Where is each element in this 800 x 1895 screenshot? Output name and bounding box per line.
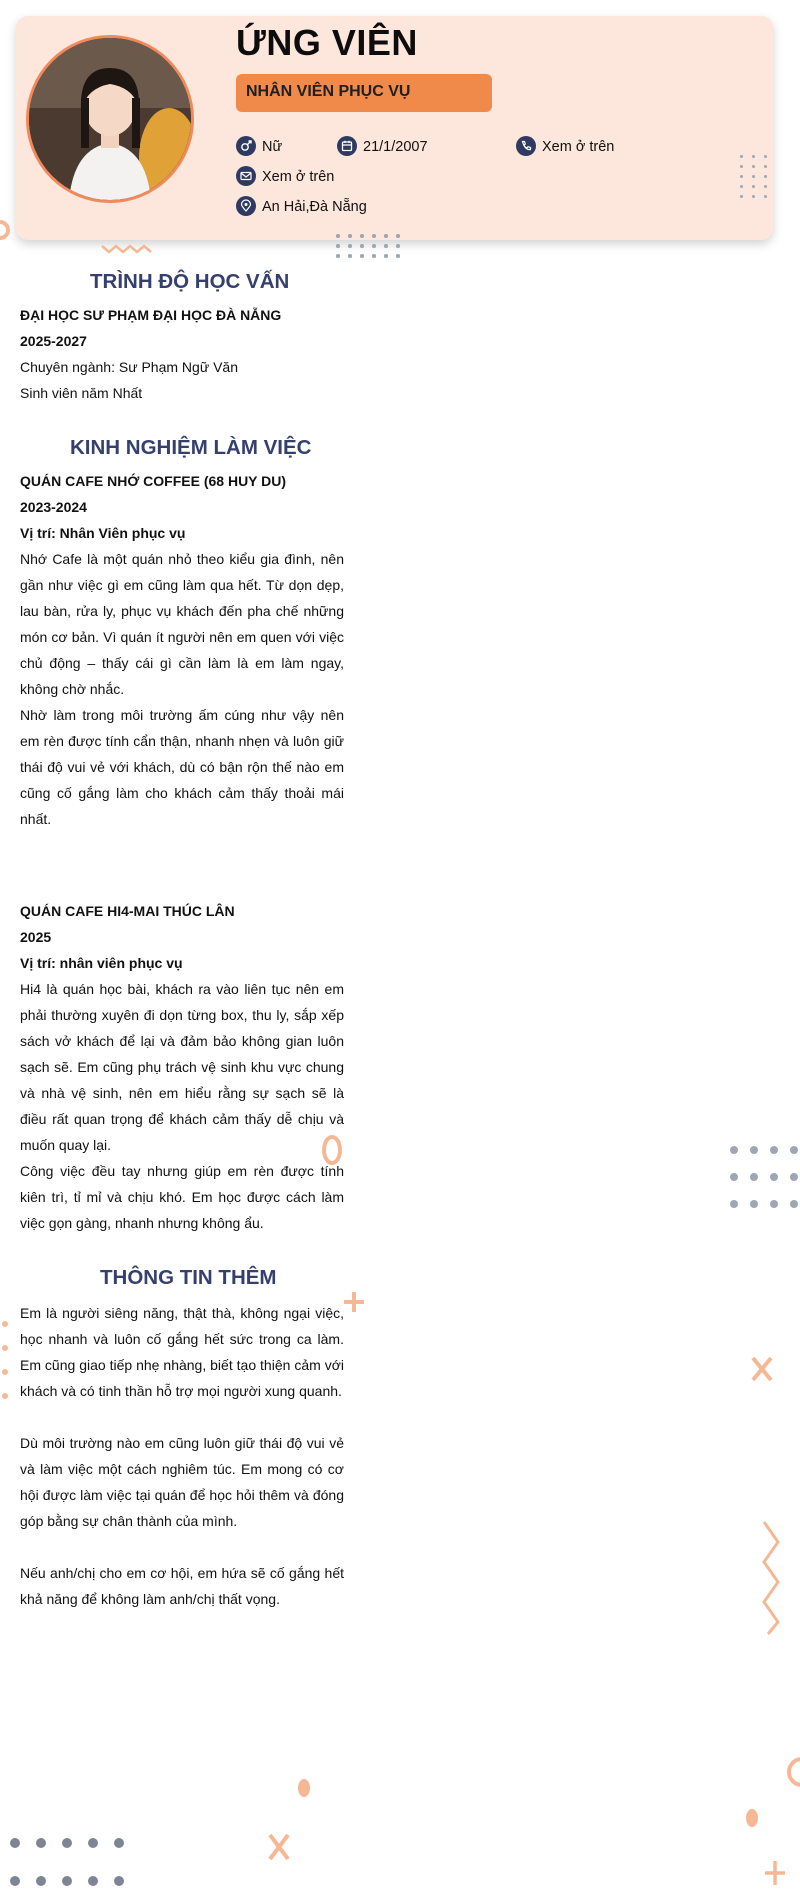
decorative-dot [348,234,352,238]
decorative-dot [396,254,400,258]
decorative-dot [764,155,767,158]
decorative-dot [752,175,755,178]
more-info-section [20,1300,344,1612]
decorative-dot [372,254,376,258]
decorative-dots-header-bottom [336,234,398,264]
decorative-ring [782,1752,800,1792]
decorative-dot [114,1838,124,1848]
decorative-dot [10,1838,20,1848]
decorative-dot [36,1838,46,1848]
decorative-dot [348,244,352,248]
gender-value: Nữ [262,139,283,155]
decorative-dot [750,1200,758,1208]
education-title: TRÌNH ĐỘ HỌC VẤN [90,270,290,293]
decorative-dot [740,195,743,198]
decorative-dot [740,175,743,178]
decorative-plus [762,1858,788,1888]
decorative-dot [114,1876,124,1886]
portrait-image [29,38,191,200]
job-entry [20,898,344,1236]
decorative-dot [348,254,352,258]
job-position: Vị trí: nhân viên phục vụ [20,955,183,971]
decorative-dot [384,254,388,258]
job-title-badge [236,74,492,112]
job-years: 2025 [20,929,52,945]
decorative-dot [740,165,743,168]
decorative-dot [360,234,364,238]
phone-row [516,136,614,158]
decorative-dot [336,234,340,238]
education-years: 2025-2027 [20,333,87,349]
gender-row [236,136,282,158]
education-major: Chuyên ngành: Sư Phạm Ngữ Văn [20,359,238,375]
decorative-x [266,1832,292,1862]
more-info-paragraph: Nếu anh/chị cho em cơ hội, em hứa sẽ cố gắng hết khả năng để không làm anh/chị thất vọng. [20,1565,344,1607]
job-description: Công việc đều tay nhưng giúp em rèn được tính kiên trì, tỉ mỉ và chịu khó. Em học được cách làm việc gọn gàng, nhanh nhưng không ẩu. [20,1163,344,1231]
more-info-paragraph: Em là người siêng năng, thật thà, không ngại việc, học nhanh và luôn cố gắng hết sức trong ca làm. Em cũng giao tiếp nhẹ nhàng, biết tạo thiện cảm với khách và có tinh thần hỗ trợ mọi người xung quanh. [20,1305,344,1399]
decorative-dot [764,185,767,188]
decorative-dot [764,195,767,198]
decorative-dot [790,1146,798,1154]
decorative-dot [384,234,388,238]
email-value: Xem ở trên [262,169,335,185]
calendar-icon [337,136,357,156]
phone-value: Xem ở trên [542,139,615,155]
decorative-dot [752,155,755,158]
address-value: An Hải,Đà Nẵng [262,199,367,215]
decorative-dot [36,1876,46,1886]
decorative-dot [360,254,364,258]
candidate-name: ỨNG VIÊN [236,22,418,63]
more-info-paragraph: Dù môi trường nào em cũng luôn giữ thái độ vui vẻ và làm việc một cách nghiêm túc. Em mong có cơ hội được làm việc tại quán để học hỏi thêm và đóng góp bằng sự chân thành của mình. [20,1435,344,1529]
decorative-dot [396,244,400,248]
decorative-dot [360,244,364,248]
more-info-title: THÔNG TIN THÊM [100,1266,277,1289]
location-pin-icon [236,196,256,216]
job-company: QUÁN CAFE HI4-MAI THÚC LÂN [20,903,235,919]
decorative-dot [740,185,743,188]
decorative-dot [764,175,767,178]
decorative-dot [750,1173,758,1181]
decorative-dots-right [730,1146,798,1206]
decorative-ring [0,218,20,248]
decorative-dot [62,1876,72,1886]
job-title: NHÂN VIÊN PHỤC VỤ [246,83,411,100]
decorative-dots-bottom-left [10,1838,136,1890]
decorative-dot [770,1173,778,1181]
decorative-dot [336,244,340,248]
job-entry [20,468,344,832]
avatar [26,35,194,203]
decorative-dot [88,1876,98,1886]
decorative-dot [770,1146,778,1154]
job-description: Nhờ làm trong môi trường ấm cúng như vậy nên em rèn được tính cẩn thận, nhanh nhẹn và luôn giữ thái độ vui vẻ với khách, dù có bận rộn thế nào em cũng cố gắng làm cho khách cảm thấy thoải mái nhất. [20,707,344,827]
decorative-dot [740,155,743,158]
decorative-dot [750,1146,758,1154]
decorative-dot [790,1173,798,1181]
decorative-oval [744,1806,760,1830]
experience-title: KINH NGHIỆM LÀM VIỆC [70,436,312,459]
decorative-zigzag [100,242,156,256]
email-row [236,166,334,188]
decorative-dot [752,195,755,198]
decorative-dot [384,244,388,248]
decorative-dot [372,244,376,248]
decorative-dot [396,234,400,238]
mail-icon [236,166,256,186]
education-section [20,302,344,406]
job-description: Nhớ Cafe là một quán nhỏ theo kiểu gia đình, nên gần như việc gì em cũng làm qua hết. Từ dọn dẹp, lau bàn, rửa ly, phục vụ khách đến pha chế những món cơ bản. Vì quán ít người nên em quen với việc chủ động – thấy cái gì cần làm là em làm ngay, không chờ nhắc. [20,551,344,697]
decorative-dot [10,1876,20,1886]
phone-icon [516,136,536,156]
decorative-zigzag-vertical [758,1520,784,1636]
address-row [236,196,367,218]
decorative-dot [790,1200,798,1208]
decorative-dot-column [0,1318,12,1408]
decorative-dot [770,1200,778,1208]
job-years: 2023-2024 [20,499,87,515]
job-description: Hi4 là quán học bài, khách ra vào liên tục nên em phải thường xuyên đi dọn từng box, thu ly, sắp xếp sách vở khách để lại và đảm bảo không gian luôn sạch sẽ. Em cũng phụ trách vệ sinh khu vực chung và nhà vệ sinh, nên em hiểu rằng sự sạch sẽ là điều rất quan trọng để khách cảm thấy dễ chịu và muốn quay lại. [20,981,344,1153]
decorative-dot [336,254,340,258]
job-position: Vị trí: Nhân Viên phục vụ [20,525,186,541]
gender-icon [236,136,256,156]
decorative-plus [342,1290,366,1314]
decorative-x [748,1354,776,1384]
decorative-dot [764,165,767,168]
decorative-dot [730,1173,738,1181]
decorative-dot [752,165,755,168]
decorative-oval [296,1776,312,1800]
birthday-value: 21/1/2007 [363,139,428,155]
birthday-row [337,136,428,158]
school-name: ĐẠI HỌC SƯ PHẠM ĐẠI HỌC ĐÀ NẴNG [20,307,282,323]
education-level: Sinh viên năm Nhất [20,385,143,401]
decorative-dot [372,234,376,238]
job-company: QUÁN CAFE NHỚ COFFEE (68 HUY DU) [20,473,287,489]
decorative-dot [62,1838,72,1848]
decorative-dot [730,1200,738,1208]
decorative-dot [752,185,755,188]
decorative-ring [320,1132,344,1168]
decorative-dot [88,1838,98,1848]
decorative-dots-header-right [740,155,770,205]
decorative-dot [730,1146,738,1154]
